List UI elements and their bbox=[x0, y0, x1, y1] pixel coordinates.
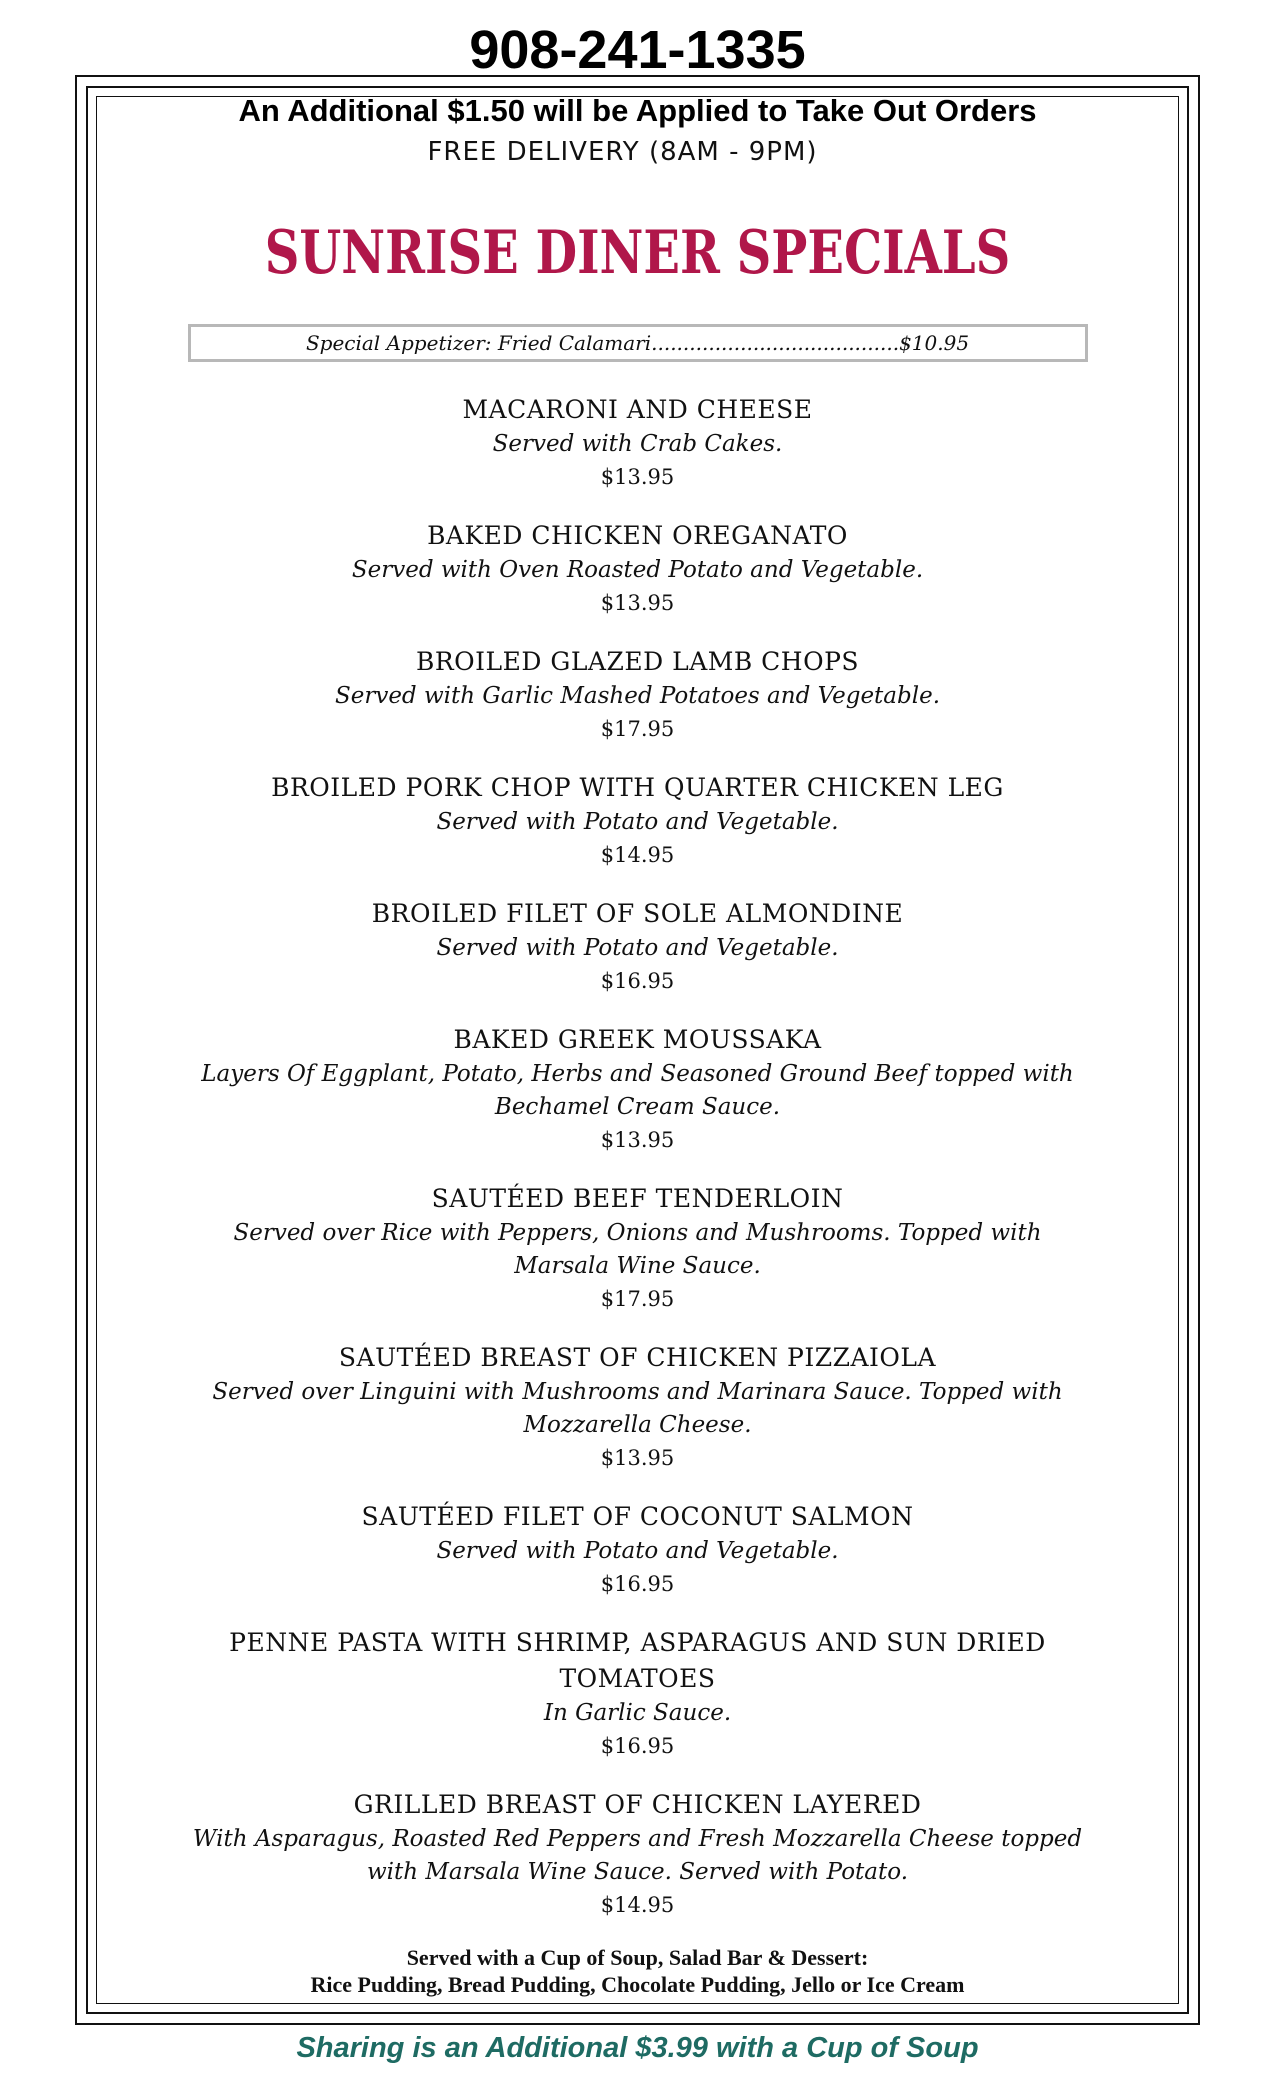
menu-item bbox=[110, 1499, 1165, 1600]
footer-line-1: Served with a Cup of Soup, Salad Bar & Dessert: bbox=[406, 1945, 869, 1970]
menu-item bbox=[110, 392, 1165, 493]
menu-item bbox=[110, 1181, 1165, 1315]
specials-list bbox=[110, 392, 1165, 1921]
item-description: Served over Linguini with Mushrooms and Marinara Sauce. Topped with Mozzarella Cheese. bbox=[212, 1379, 1063, 1438]
phone-number: 908-241-1335 bbox=[469, 20, 806, 80]
specials-footer bbox=[110, 1944, 1165, 1998]
item-name: BAKED CHICKEN OREGANATO bbox=[427, 521, 848, 550]
item-name: BROILED GLAZED LAMB CHOPS bbox=[415, 647, 860, 676]
footer-line-2: Rice Pudding, Bread Pudding, Chocolate Pudding, Jello or Ice Cream bbox=[310, 1972, 965, 1997]
menu-item bbox=[110, 1022, 1165, 1156]
item-name: BROILED PORK CHOP WITH QUARTER CHICKEN LEG bbox=[271, 773, 1004, 802]
item-name: BAKED GREEK MOUSSAKA bbox=[453, 1025, 822, 1054]
item-description: Served over Rice with Peppers, Onions and Mushrooms. Topped with Marsala Wine Sauce. bbox=[233, 1220, 1042, 1279]
menu-item bbox=[110, 1340, 1165, 1474]
item-name: SAUTÉED BEEF TENDERLOIN bbox=[431, 1184, 844, 1213]
item-description: Layers Of Eggplant, Potato, Herbs and Seasoned Ground Beef topped with Bechamel Cream Sauce. bbox=[201, 1061, 1074, 1120]
sharing-note: Sharing is an Additional $3.99 with a Cup of Soup bbox=[296, 2032, 979, 2064]
delivery-note: FREE DELIVERY (8AM - 9PM) bbox=[427, 137, 818, 167]
item-price: $13.95 bbox=[600, 465, 675, 489]
item-price: $13.95 bbox=[600, 591, 675, 615]
menu-item bbox=[110, 644, 1165, 745]
menu-item bbox=[110, 1625, 1165, 1762]
item-name: SAUTÉED BREAST OF CHICKEN PIZZAIOLA bbox=[338, 1343, 937, 1372]
item-price: $16.95 bbox=[600, 1572, 675, 1596]
item-description: Served with Crab Cakes. bbox=[492, 431, 783, 457]
item-name: SAUTÉED FILET OF COCONUT SALMON bbox=[361, 1502, 914, 1531]
item-description: Served with Potato and Vegetable. bbox=[436, 809, 839, 835]
item-name: PENNE PASTA WITH SHRIMP, ASPARAGUS AND SUN DRIED TOMATOES bbox=[229, 1628, 1046, 1693]
menu-item bbox=[110, 1787, 1165, 1921]
item-name: MACARONI AND CHEESE bbox=[462, 395, 813, 424]
item-name: BROILED FILET OF SOLE ALMONDINE bbox=[371, 899, 904, 928]
special-appetizer-text: Special Appetizer: Fried Calamari.......................................$10.95 bbox=[305, 331, 970, 355]
item-price: $13.95 bbox=[600, 1446, 675, 1470]
item-description: Served with Potato and Vegetable. bbox=[436, 1538, 839, 1564]
item-name: GRILLED BREAST OF CHICKEN LAYERED bbox=[353, 1790, 922, 1819]
menu-item bbox=[110, 770, 1165, 871]
special-appetizer-box bbox=[188, 324, 1088, 362]
item-description: Served with Garlic Mashed Potatoes and Vegetable. bbox=[334, 683, 941, 709]
menu-title: SUNRISE DINER SPECIALS bbox=[264, 218, 1011, 288]
item-price: $16.95 bbox=[600, 1734, 675, 1758]
item-price: $14.95 bbox=[600, 1893, 675, 1917]
item-price: $13.95 bbox=[600, 1128, 675, 1152]
item-price: $17.95 bbox=[600, 717, 675, 741]
item-description: Served with Potato and Vegetable. bbox=[436, 935, 839, 961]
item-description: With Asparagus, Roasted Red Peppers and Fresh Mozzarella Cheese topped with Marsala Wine Sauce. Served with Potato. bbox=[192, 1826, 1083, 1885]
item-description: Served with Oven Roasted Potato and Vegetable. bbox=[351, 557, 924, 583]
item-price: $14.95 bbox=[600, 843, 675, 867]
menu-item bbox=[110, 896, 1165, 997]
item-price: $16.95 bbox=[600, 969, 675, 993]
menu-item bbox=[110, 518, 1165, 619]
menu-content bbox=[110, 92, 1165, 1946]
item-price: $17.95 bbox=[600, 1287, 675, 1311]
item-description: In Garlic Sauce. bbox=[543, 1700, 732, 1726]
takeout-note: An Additional $1.50 will be Applied to Take Out Orders bbox=[238, 93, 1037, 128]
